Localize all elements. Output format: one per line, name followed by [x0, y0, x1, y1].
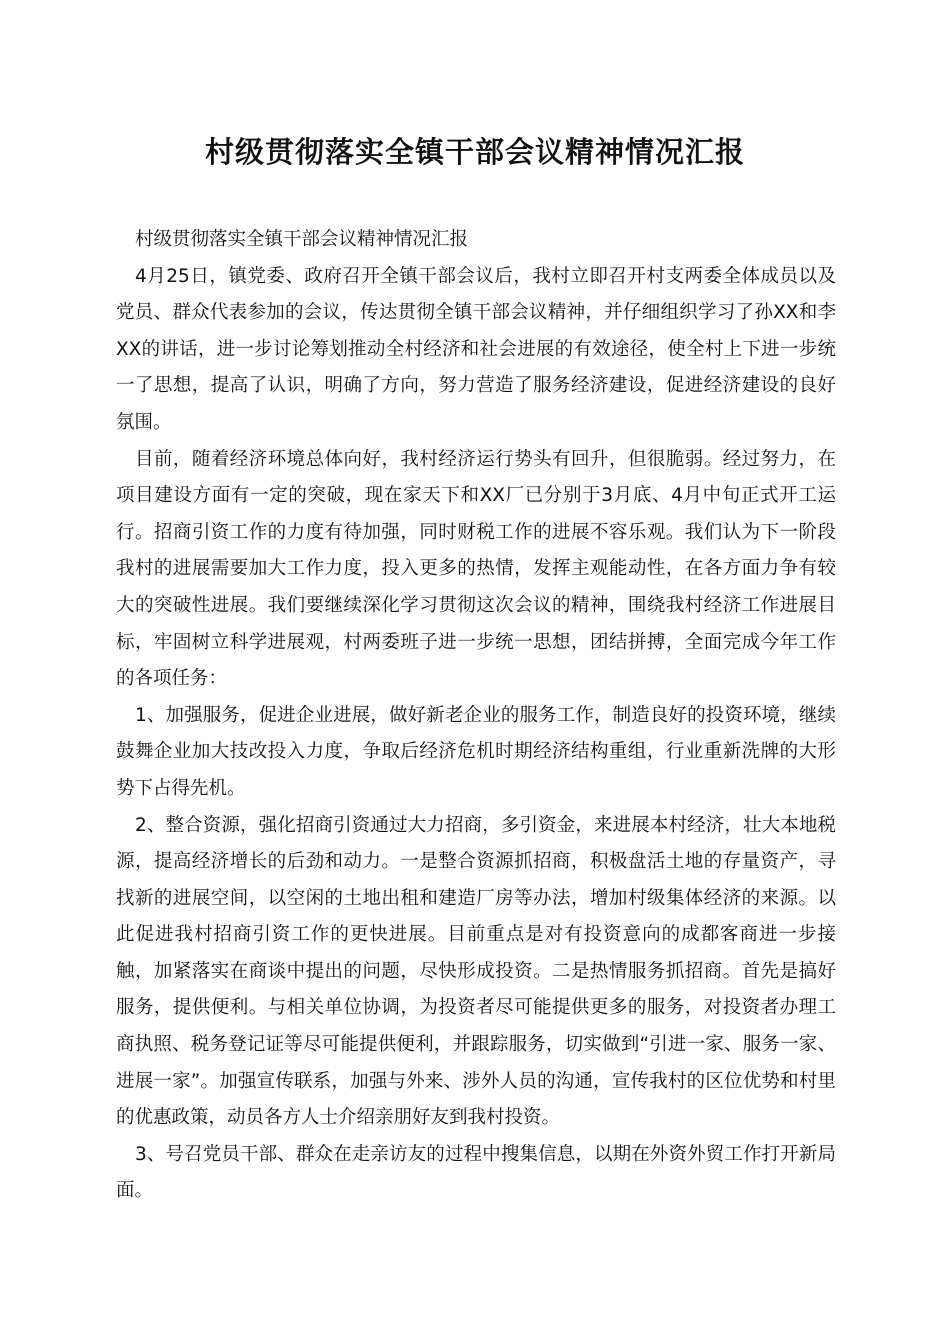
body-paragraph: 4月25日，镇党委、政府召开全镇干部会议后，我村立即召开村支两委全体成员以及党员、群众代表参加的会议，传达贯彻全镇干部会议精神，并仔细组织学习了孙XX和李XX的讲话，进一步讨论筹划推动全村经济和社会进展的有效途径，使全村上下进一步统一了思想，提高了认识，明确了方向，努力营造了服务经济建设，促进经济建设的良好氛围。 [116, 265, 836, 433]
body-paragraph: 目前，随着经济环境总体向好，我村经济运行势头有回升，但很脆弱。经过努力，在项目建设方面有一定的突破，现在家天下和XX厂已分别于3月底、4月中旬正式开工运行。招商引资工作的力度有待加强，同时财税工作的进展不容乐观。我们认为下一阶段我村的进展需要加大工作力度，投入更多的热情，发挥主观能动性，在各方面力争有较大的突破性进展。我们要继续深化学习贯彻这次会议的精神，围绕我村经济工作进展目标，牢固树立科学进展观，村两委班子进一步统一思想，团结拼搏，全面完成今年工作的各项任务： [116, 448, 836, 690]
document-title: 村级贯彻落实全镇干部会议精神情况汇报 [204, 135, 745, 169]
subtitle-paragraph: 村级贯彻落实全镇干部会议精神情况汇报 [135, 229, 469, 250]
document-body [116, 222, 836, 1210]
list-item-paragraph: 1、加强服务，促进企业进展，做好新老企业的服务工作，制造良好的投资环境，继续鼓舞企业加大技改投入力度，争取后经济危机时期经济结构重组，行业重新洗牌的大形势下占得先机。 [116, 704, 836, 799]
list-item-paragraph: 2、整合资源，强化招商引资通过大力招商，多引资金，来进展本村经济，壮大本地税源，提高经济增长的后劲和动力。一是整合资源抓招商，积极盘活土地的存量资产，寻找新的进展空间，以空闲的土地出租和建造厂房等办法，增加村级集体经济的来源。以此促进我村招商引资工作的更快进展。目前重点是对有投资意向的成都客商进一步接触，加紧落实在商谈中提出的问题，尽快形成投资。二是热情服务抓招商。首先是搞好服务，提供便利。与相关单位协调，为投资者尽可能提供更多的服务，对投资者办理工商执照、税务登记证等尽可能提供便利，并跟踪服务，切实做到“引进一家、服务一家、进展一家”。加强宣传联系，加强与外来、涉外人员的沟通，宣传我村的区位优势和村里的优惠政策，动员各方人士介绍亲朋好友到我村投资。 [116, 814, 836, 1129]
list-item-paragraph: 3、号召党员干部、群众在走亲访友的过程中搜集信息，以期在外资外贸工作打开新局面。 [116, 1143, 836, 1202]
